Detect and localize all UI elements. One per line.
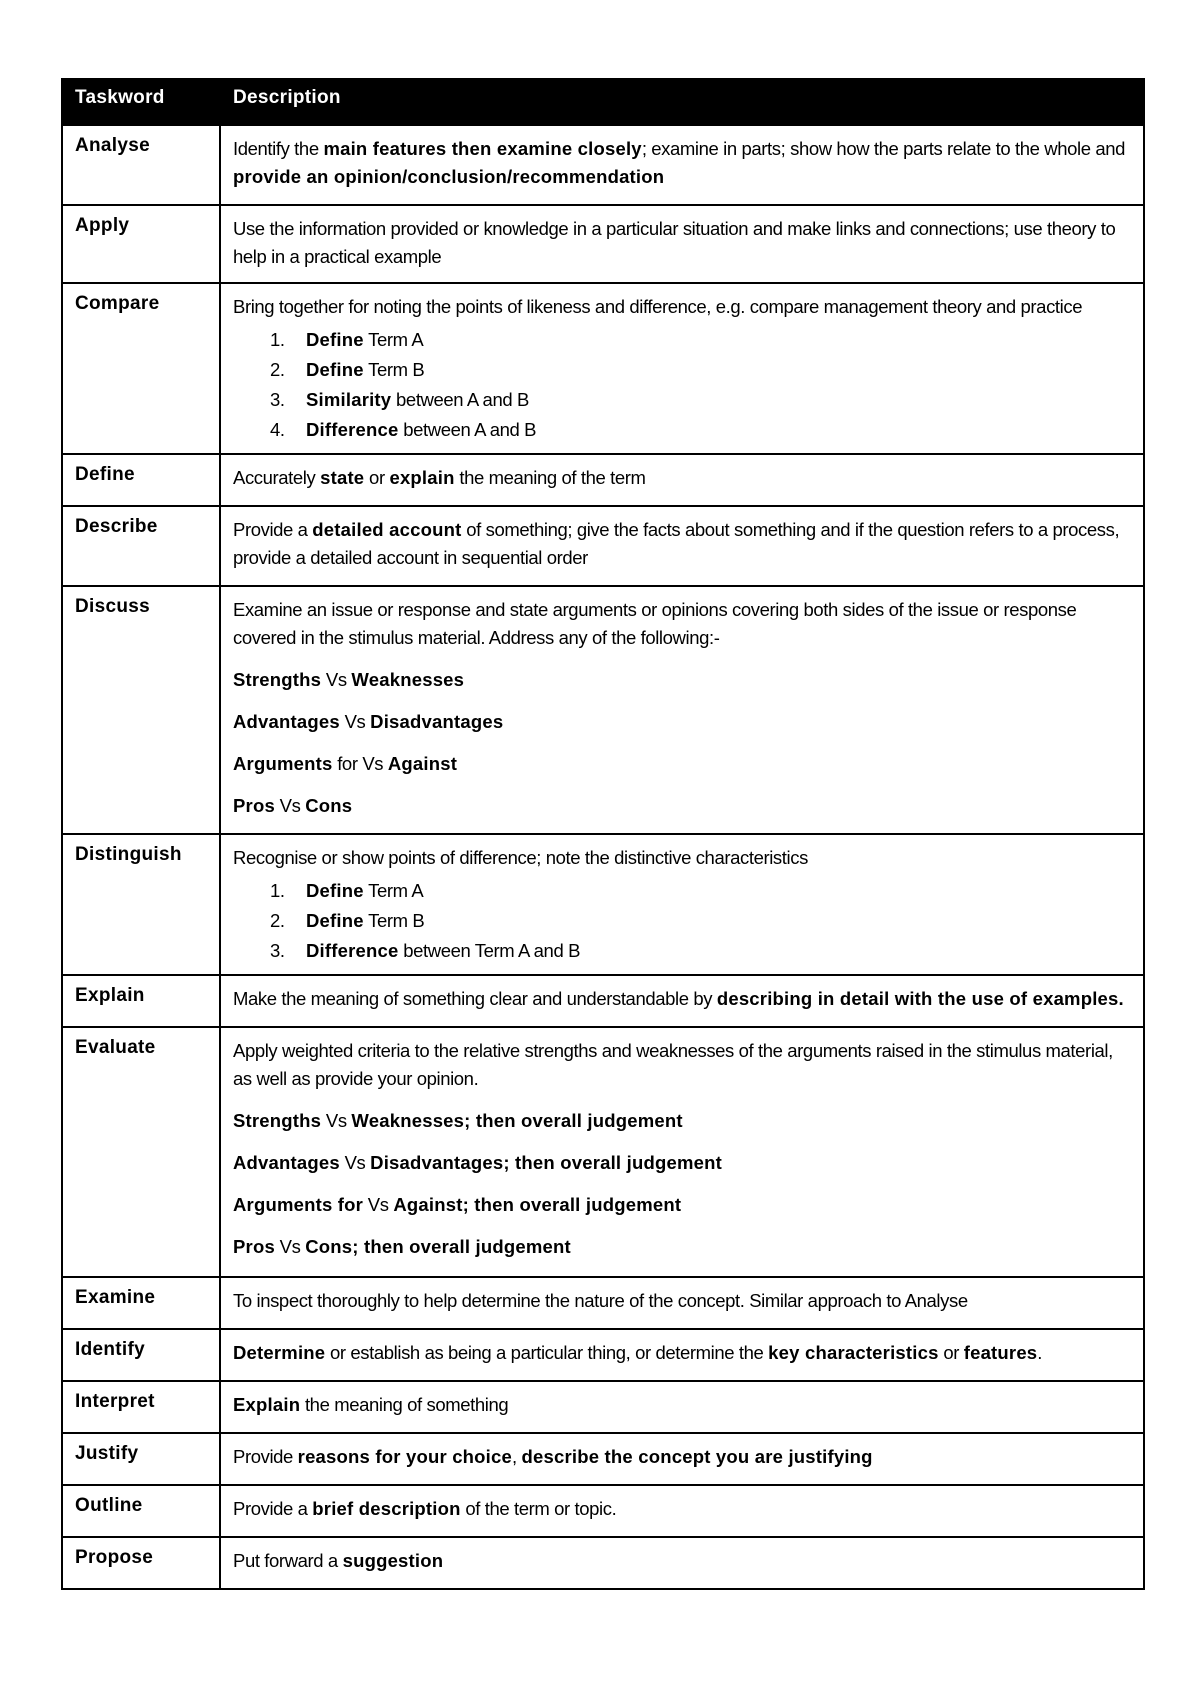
description-cell <box>220 1433 1144 1485</box>
table-row <box>62 1537 1144 1589</box>
description-cell <box>220 283 1144 454</box>
taskword-cell: Justify <box>62 1433 220 1485</box>
description-paragraph <box>233 1443 1131 1471</box>
emphasis-text: describe the concept you are justifying <box>521 1446 873 1467</box>
list-item-text <box>306 325 423 355</box>
description-paragraph <box>233 750 1131 778</box>
emphasis-text: key characteristics <box>768 1342 939 1363</box>
description-text: Vs <box>274 795 306 816</box>
taskword-cell: Compare <box>62 283 220 454</box>
description-paragraph <box>233 293 1131 321</box>
description-paragraph <box>233 985 1131 1013</box>
emphasis-text: Explain <box>233 1394 301 1415</box>
emphasis-text: reasons for your choice <box>297 1446 513 1467</box>
taskword-cell: Explain <box>62 975 220 1027</box>
list-number: 4. <box>270 419 285 440</box>
description-text: Vs <box>274 1236 306 1257</box>
table-row <box>62 1433 1144 1485</box>
description-text: between Term A and B <box>398 940 581 961</box>
description-text: Provide a <box>233 519 313 540</box>
description-text: Examine an issue or response and state arguments or opinions covering both sides of the issue or response covered in the stimulus material. Address any of the following:- <box>233 599 1077 648</box>
description-cell <box>220 1381 1144 1433</box>
description-text: Vs <box>339 711 371 732</box>
table-row <box>62 125 1144 205</box>
taskword-cell: Identify <box>62 1329 220 1381</box>
description-paragraph <box>233 1287 1131 1315</box>
list-item-text <box>306 936 580 966</box>
emphasis-text: Disadvantages <box>370 711 504 732</box>
emphasis-text: state <box>320 467 365 488</box>
table-row <box>62 1027 1144 1277</box>
description-cell <box>220 834 1144 975</box>
list-number: 2. <box>270 359 285 380</box>
description-paragraph <box>233 1339 1131 1367</box>
description-paragraph <box>233 666 1131 694</box>
list-item-text <box>306 906 424 936</box>
list-number: 3. <box>270 389 285 410</box>
taskword-cell: Discuss <box>62 586 220 834</box>
description-text: To inspect thoroughly to help determine the nature of the concept. Similar approach to Analyse <box>233 1290 968 1311</box>
description-cell <box>220 506 1144 586</box>
emphasis-text: explain <box>389 467 455 488</box>
description-text: or <box>938 1342 964 1363</box>
list-item-text <box>306 355 424 385</box>
numbered-list <box>233 876 1131 966</box>
taskword-cell: Distinguish <box>62 834 220 975</box>
emphasis-text: features <box>963 1342 1038 1363</box>
description-text: Apply weighted criteria to the relative strengths and weaknesses of the arguments raised in the stimulus material, as well as provide your opinion. <box>233 1040 1113 1089</box>
emphasis-text: Similarity <box>306 389 392 410</box>
emphasis-text: Arguments for <box>233 1194 364 1215</box>
description-cell <box>220 125 1144 205</box>
emphasis-text: Pros <box>233 1236 275 1257</box>
description-text: or <box>364 467 390 488</box>
header-taskword: Taskword <box>62 79 220 125</box>
taskword-cell: Describe <box>62 506 220 586</box>
description-text: the meaning of something <box>300 1394 509 1415</box>
table-row <box>62 283 1144 454</box>
description-text: Identify the <box>233 138 324 159</box>
description-text: Vs <box>339 1152 371 1173</box>
list-item <box>233 876 1131 906</box>
description-text: Vs <box>321 669 352 690</box>
list-number: 1. <box>270 329 285 350</box>
description-paragraph <box>233 215 1131 271</box>
description-text: Recognise or show points of difference; note the distinctive characteristics <box>233 847 808 868</box>
list-item <box>233 415 1131 445</box>
emphasis-text: Cons; then overall judgement <box>305 1236 571 1257</box>
emphasis-text: describing in detail with the use of examples. <box>716 988 1124 1009</box>
description-text: Provide <box>233 1446 298 1467</box>
emphasis-text: Define <box>306 329 364 350</box>
emphasis-text: Difference <box>306 419 399 440</box>
description-paragraph <box>233 464 1131 492</box>
description-paragraph <box>233 1547 1131 1575</box>
emphasis-text: main features then examine closely <box>323 138 642 159</box>
emphasis-text: Against <box>387 753 458 774</box>
emphasis-text: Strengths <box>233 1110 322 1131</box>
description-cell <box>220 205 1144 283</box>
taskword-cell: Apply <box>62 205 220 283</box>
description-text: ; examine in parts; show how the parts relate to the whole and <box>641 138 1126 159</box>
description-paragraph <box>233 1191 1131 1219</box>
emphasis-text: Weaknesses; then overall judgement <box>351 1110 683 1131</box>
taskword-document <box>61 78 1143 1590</box>
emphasis-text: Define <box>306 359 364 380</box>
description-text: Make the meaning of something clear and understandable by <box>233 988 717 1009</box>
list-number: 2. <box>270 910 285 931</box>
description-paragraph <box>233 844 1131 872</box>
description-paragraph <box>233 596 1131 652</box>
description-text: Vs <box>321 1110 352 1131</box>
description-cell <box>220 1329 1144 1381</box>
description-text: . <box>1037 1342 1043 1363</box>
emphasis-text: Disadvantages; then overall judgement <box>370 1152 722 1173</box>
emphasis-text: detailed account <box>312 519 462 540</box>
list-item-text <box>306 385 529 415</box>
description-text: Term A <box>363 329 424 350</box>
emphasis-text: Pros <box>233 795 275 816</box>
description-cell <box>220 586 1144 834</box>
emphasis-text: Advantages <box>233 711 340 732</box>
list-item <box>233 906 1131 936</box>
description-paragraph <box>233 1149 1131 1177</box>
table-row <box>62 506 1144 586</box>
description-paragraph <box>233 1107 1131 1135</box>
description-text: , <box>512 1446 522 1467</box>
table-row <box>62 1329 1144 1381</box>
description-text: Term A <box>363 880 424 901</box>
taskword-cell: Define <box>62 454 220 506</box>
list-item-text <box>306 876 423 906</box>
description-cell <box>220 975 1144 1027</box>
description-cell <box>220 1027 1144 1277</box>
description-paragraph <box>233 1391 1131 1419</box>
emphasis-text: Advantages <box>233 1152 340 1173</box>
taskword-cell: Outline <box>62 1485 220 1537</box>
description-paragraph <box>233 516 1131 572</box>
table-row <box>62 586 1144 834</box>
description-cell <box>220 1485 1144 1537</box>
description-paragraph <box>233 1233 1131 1261</box>
description-cell <box>220 454 1144 506</box>
table-row <box>62 454 1144 506</box>
emphasis-text: Arguments <box>233 753 333 774</box>
description-text: Term B <box>363 359 425 380</box>
description-paragraph <box>233 1037 1131 1093</box>
description-text: between A and B <box>391 389 529 410</box>
description-cell <box>220 1537 1144 1589</box>
table-header-row <box>62 79 1144 125</box>
table-row <box>62 834 1144 975</box>
description-text: Use the information provided or knowledge in a particular situation and make links and connections; use theory to help in a practical example <box>233 218 1116 267</box>
emphasis-text: Strengths <box>233 669 322 690</box>
emphasis-text: Against; then overall judgement <box>393 1194 682 1215</box>
emphasis-text: Define <box>306 880 364 901</box>
table-row <box>62 1381 1144 1433</box>
description-paragraph <box>233 135 1131 191</box>
description-paragraph <box>233 792 1131 820</box>
emphasis-text: Define <box>306 910 364 931</box>
description-cell <box>220 1277 1144 1329</box>
description-text: Vs <box>363 1194 394 1215</box>
description-paragraph <box>233 708 1131 736</box>
emphasis-text: Difference <box>306 940 399 961</box>
description-text: Bring together for noting the points of likeness and difference, e.g. compare management theory and practice <box>233 296 1083 317</box>
description-text: Put forward a <box>233 1550 343 1571</box>
taskword-cell: Interpret <box>62 1381 220 1433</box>
taskword-cell: Analyse <box>62 125 220 205</box>
description-text: of something; give the facts about something and if the question refers to a process, provide a detailed account in sequential order <box>233 519 1120 568</box>
description-text: Accurately <box>233 467 321 488</box>
list-item <box>233 355 1131 385</box>
emphasis-text: provide an opinion/conclusion/recommendation <box>233 166 665 187</box>
description-text: for Vs <box>332 753 388 774</box>
list-item <box>233 385 1131 415</box>
table-body <box>62 125 1144 1589</box>
description-text: between A and B <box>398 419 537 440</box>
header-description: Description <box>220 79 1144 125</box>
description-text: Provide a <box>233 1498 313 1519</box>
numbered-list <box>233 325 1131 445</box>
table-row <box>62 205 1144 283</box>
description-text: the meaning of the term <box>454 467 646 488</box>
emphasis-text: Weaknesses <box>351 669 465 690</box>
list-item <box>233 936 1131 966</box>
table-row <box>62 1485 1144 1537</box>
emphasis-text: Determine <box>233 1342 326 1363</box>
list-item <box>233 325 1131 355</box>
description-paragraph <box>233 1495 1131 1523</box>
emphasis-text: suggestion <box>342 1550 444 1571</box>
list-number: 3. <box>270 940 285 961</box>
taskword-table <box>61 78 1145 1590</box>
taskword-cell: Evaluate <box>62 1027 220 1277</box>
description-text: Term B <box>363 910 425 931</box>
list-item-text <box>306 415 536 445</box>
taskword-cell: Propose <box>62 1537 220 1589</box>
list-number: 1. <box>270 880 285 901</box>
emphasis-text: Cons <box>305 795 353 816</box>
description-text: of the term or topic. <box>460 1498 617 1519</box>
taskword-cell: Examine <box>62 1277 220 1329</box>
table-row <box>62 975 1144 1027</box>
table-row <box>62 1277 1144 1329</box>
description-text: or establish as being a particular thing, or determine the <box>325 1342 769 1363</box>
emphasis-text: brief description <box>312 1498 461 1519</box>
